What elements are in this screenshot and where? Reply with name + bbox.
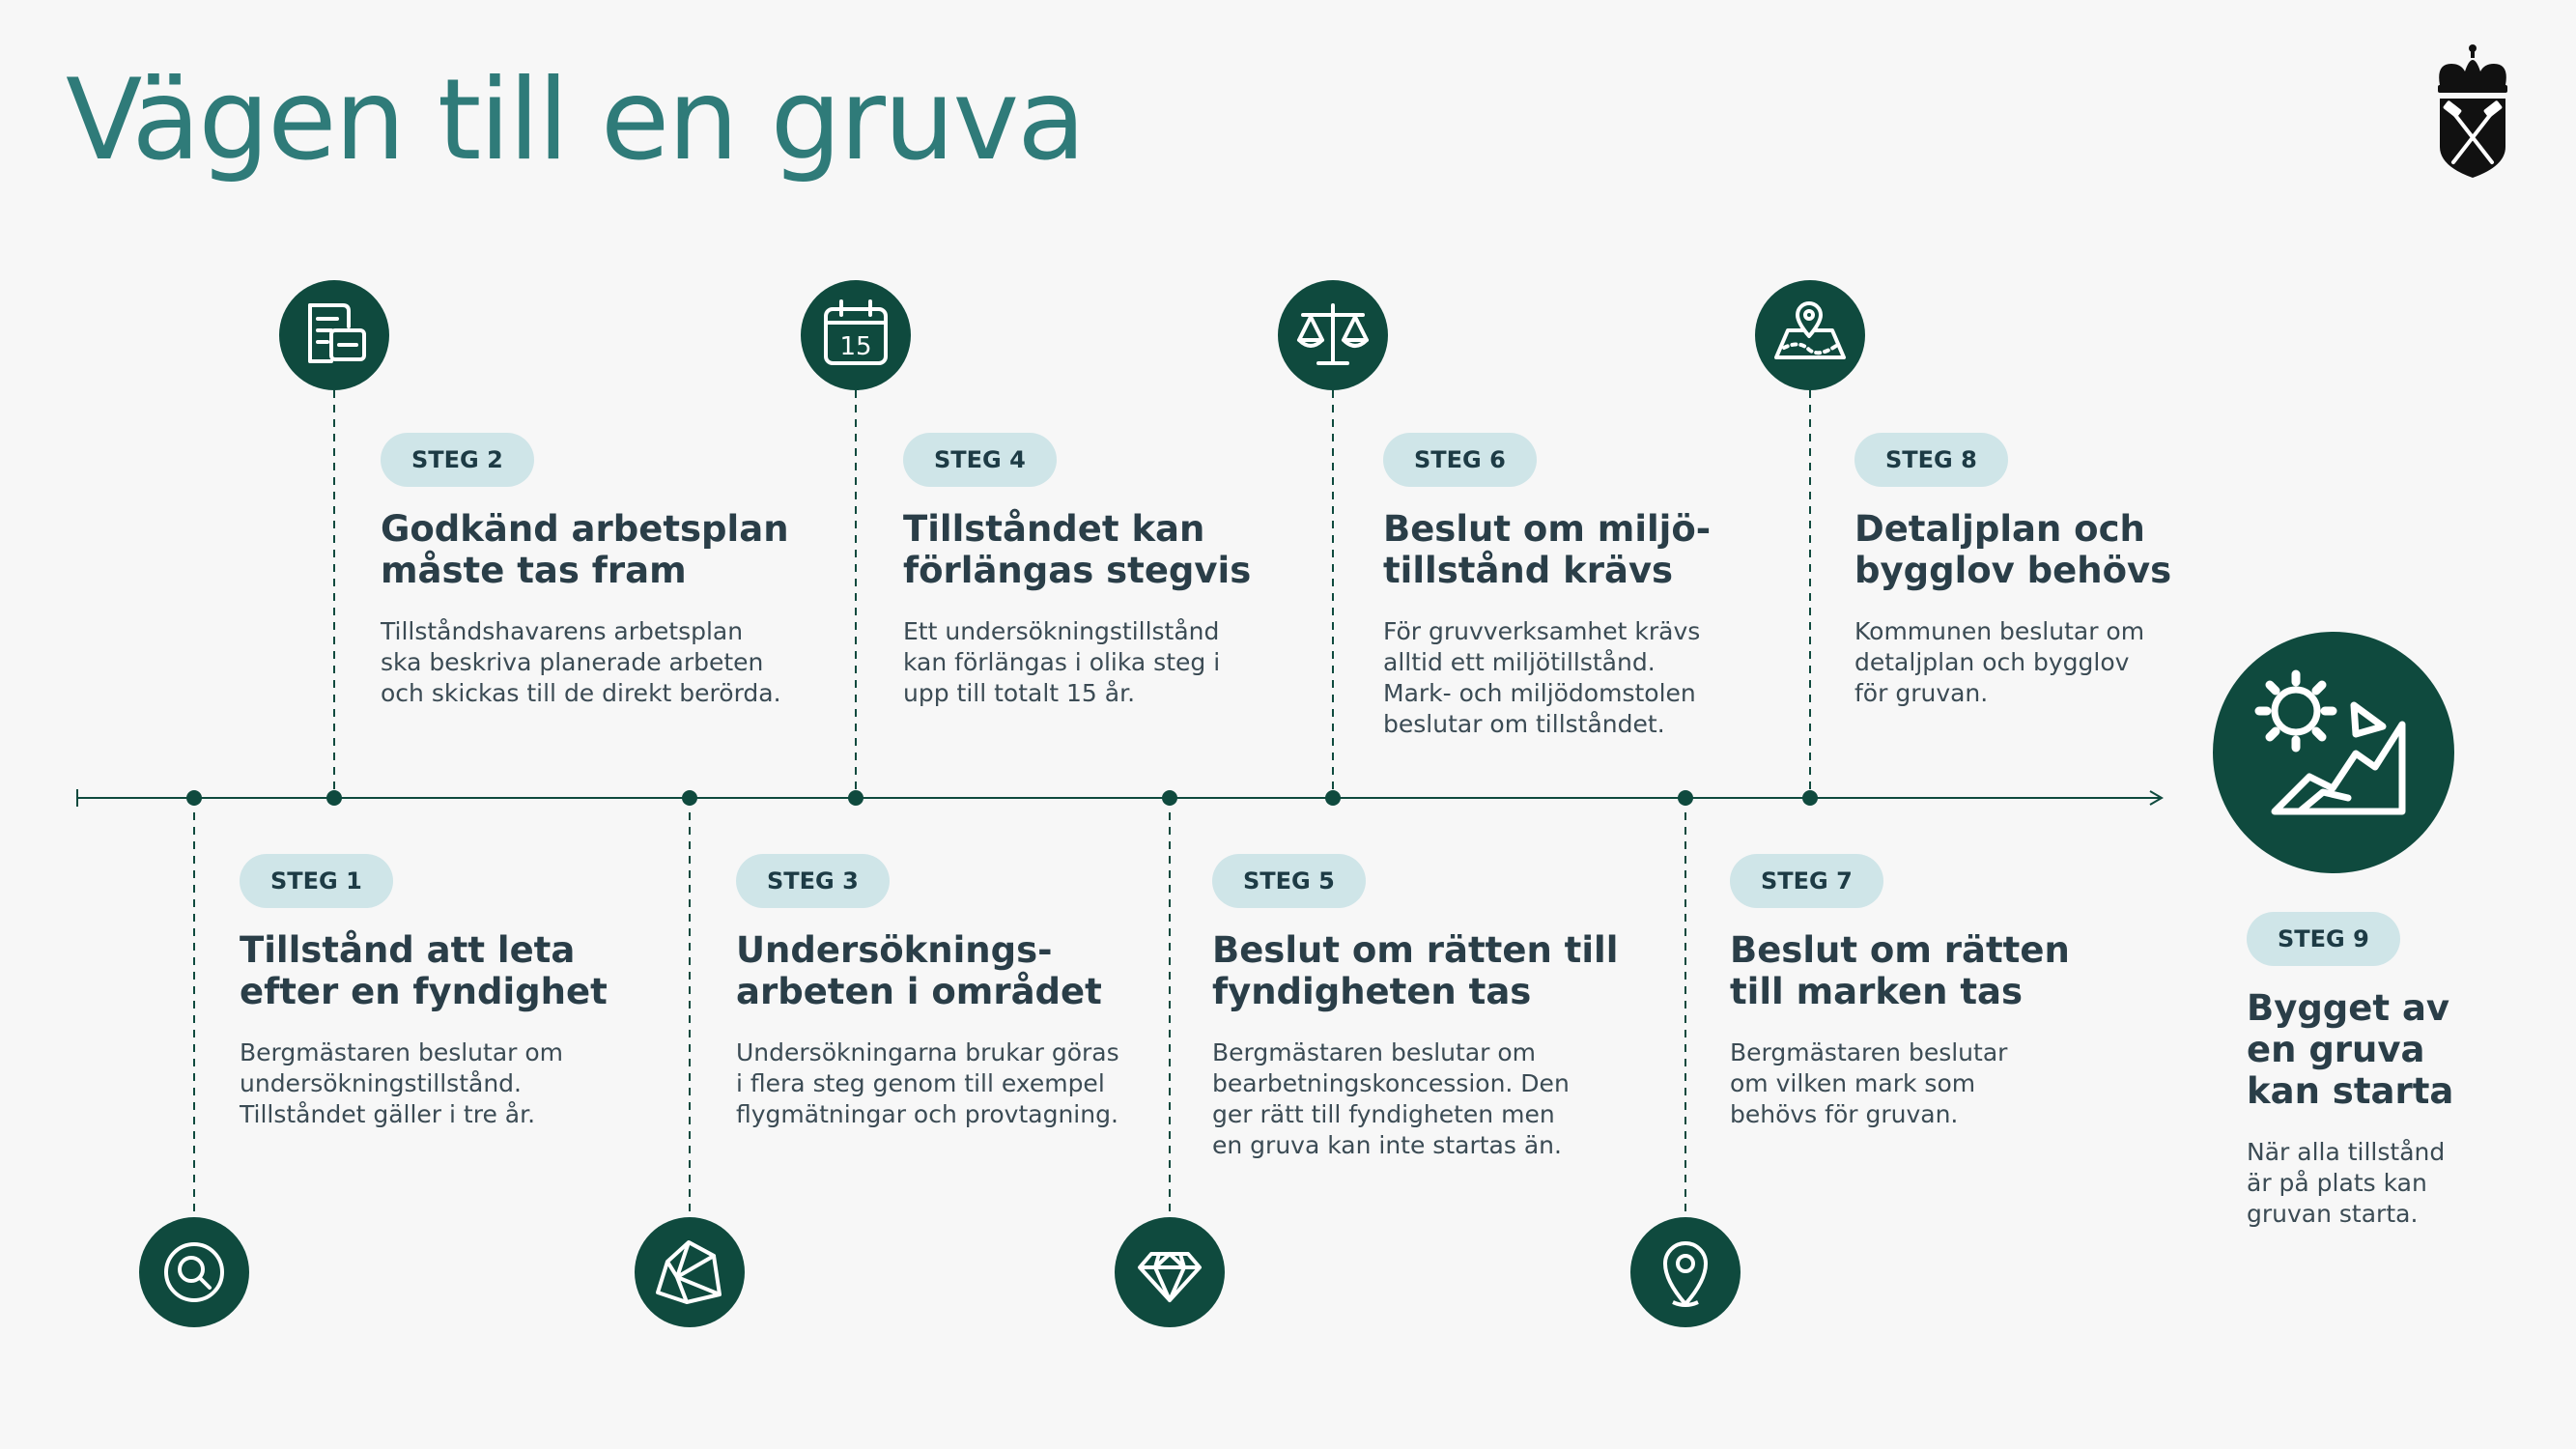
- timeline-dot: [326, 790, 342, 806]
- timeline-dot: [1162, 790, 1177, 806]
- step-title: Beslut om rätten till fyndigheten tas: [1212, 929, 1619, 1012]
- timeline-dot: [186, 790, 202, 806]
- diamond-icon: [1115, 1217, 1225, 1327]
- step-description: Ett undersökningstillstånd kan förlängas i olika steg i upp till totalt 15 år.: [903, 617, 1221, 707]
- step-title: Godkänd arbetsplan måste tas fram: [381, 508, 789, 591]
- step8-icon: [1755, 280, 1865, 390]
- document-card-icon: [279, 280, 389, 390]
- mine-site-icon: [2213, 632, 2454, 873]
- step3-icon: [635, 1217, 745, 1327]
- map-pin-icon: [1755, 280, 1865, 390]
- step-description: För gruvverksamhet krävs alltid ett miljötillstånd. Mark- och miljödomstolen beslutar om tillståndet.: [1383, 617, 1701, 738]
- step-description: Tillståndshavarens arbetsplan ska beskriva planerade arbeten och skickas till de direkt berörda.: [381, 617, 781, 707]
- step-title: Tillstånd att leta efter en fyndighet: [240, 929, 608, 1012]
- search-icon: [139, 1217, 249, 1327]
- step-2: [381, 433, 789, 709]
- step-title: Undersöknings- arbeten i området: [736, 929, 1102, 1012]
- step-title: Beslut om rätten till marken tas: [1730, 929, 2070, 1012]
- timeline-dot: [682, 790, 697, 806]
- step-description: Bergmästaren beslutar om bearbetningskoncession. Den ger rätt till fyndigheten men en gruva kan inte startas än.: [1212, 1038, 1570, 1159]
- step2-icon: [279, 280, 389, 390]
- step-badge: STEG 6: [1383, 433, 1537, 487]
- step-badge: STEG 4: [903, 433, 1057, 487]
- calendar-icon: [801, 280, 911, 390]
- scales-icon: [1278, 280, 1388, 390]
- rock-icon: [635, 1217, 745, 1327]
- step-description: Bergmästaren beslutar om undersökningstillstånd. Tillståndet gäller i tre år.: [240, 1038, 564, 1128]
- step-7: [1730, 854, 2070, 1130]
- step-badge: STEG 3: [736, 854, 890, 908]
- step-description: När alla tillstånd är på plats kan gruvan starta.: [2247, 1138, 2446, 1228]
- step-description: Bergmästaren beslutar om vilken mark som behövs för gruvan.: [1730, 1038, 2008, 1128]
- step-9: [2247, 912, 2453, 1230]
- step-badge: STEG 9: [2247, 912, 2400, 966]
- step-title: Bygget av en gruva kan starta: [2247, 987, 2454, 1112]
- step4-icon: [801, 280, 911, 390]
- step5-icon: [1115, 1217, 1225, 1327]
- step6-icon: [1278, 280, 1388, 390]
- step-badge: STEG 2: [381, 433, 534, 487]
- step-8: [1854, 433, 2171, 709]
- step-badge: STEG 5: [1212, 854, 1366, 908]
- step-1: [240, 854, 608, 1130]
- location-pin-icon: [1630, 1217, 1741, 1327]
- calendar-number: 15: [839, 332, 872, 361]
- step-title: Tillståndet kan förlängas stegvis: [903, 508, 1252, 591]
- timeline-dot: [1678, 790, 1693, 806]
- step-description: Kommunen beslutar om detaljplan och bygglov för gruvan.: [1854, 617, 2145, 707]
- step-5: [1212, 854, 1618, 1161]
- step-description: Undersökningarna brukar göras i flera steg genom till exempel flygmätningar och provtagning.: [736, 1038, 1119, 1128]
- step-title: Beslut om miljö- tillstånd krävs: [1383, 508, 1712, 591]
- step7-icon: [1630, 1217, 1741, 1327]
- step-4: [903, 433, 1251, 709]
- step-title: Detaljplan och bygglov behövs: [1854, 508, 2172, 591]
- timeline-dot: [1802, 790, 1818, 806]
- step-badge: STEG 7: [1730, 854, 1883, 908]
- timeline-dot: [1325, 790, 1341, 806]
- step9-icon: [2213, 632, 2454, 873]
- step-3: [736, 854, 1119, 1130]
- step-badge: STEG 8: [1854, 433, 2008, 487]
- step-badge: STEG 1: [240, 854, 393, 908]
- timeline-dot: [848, 790, 863, 806]
- step1-icon: [139, 1217, 249, 1327]
- page-title: Vägen till en gruva: [66, 55, 1085, 185]
- step-6: [1383, 433, 1711, 740]
